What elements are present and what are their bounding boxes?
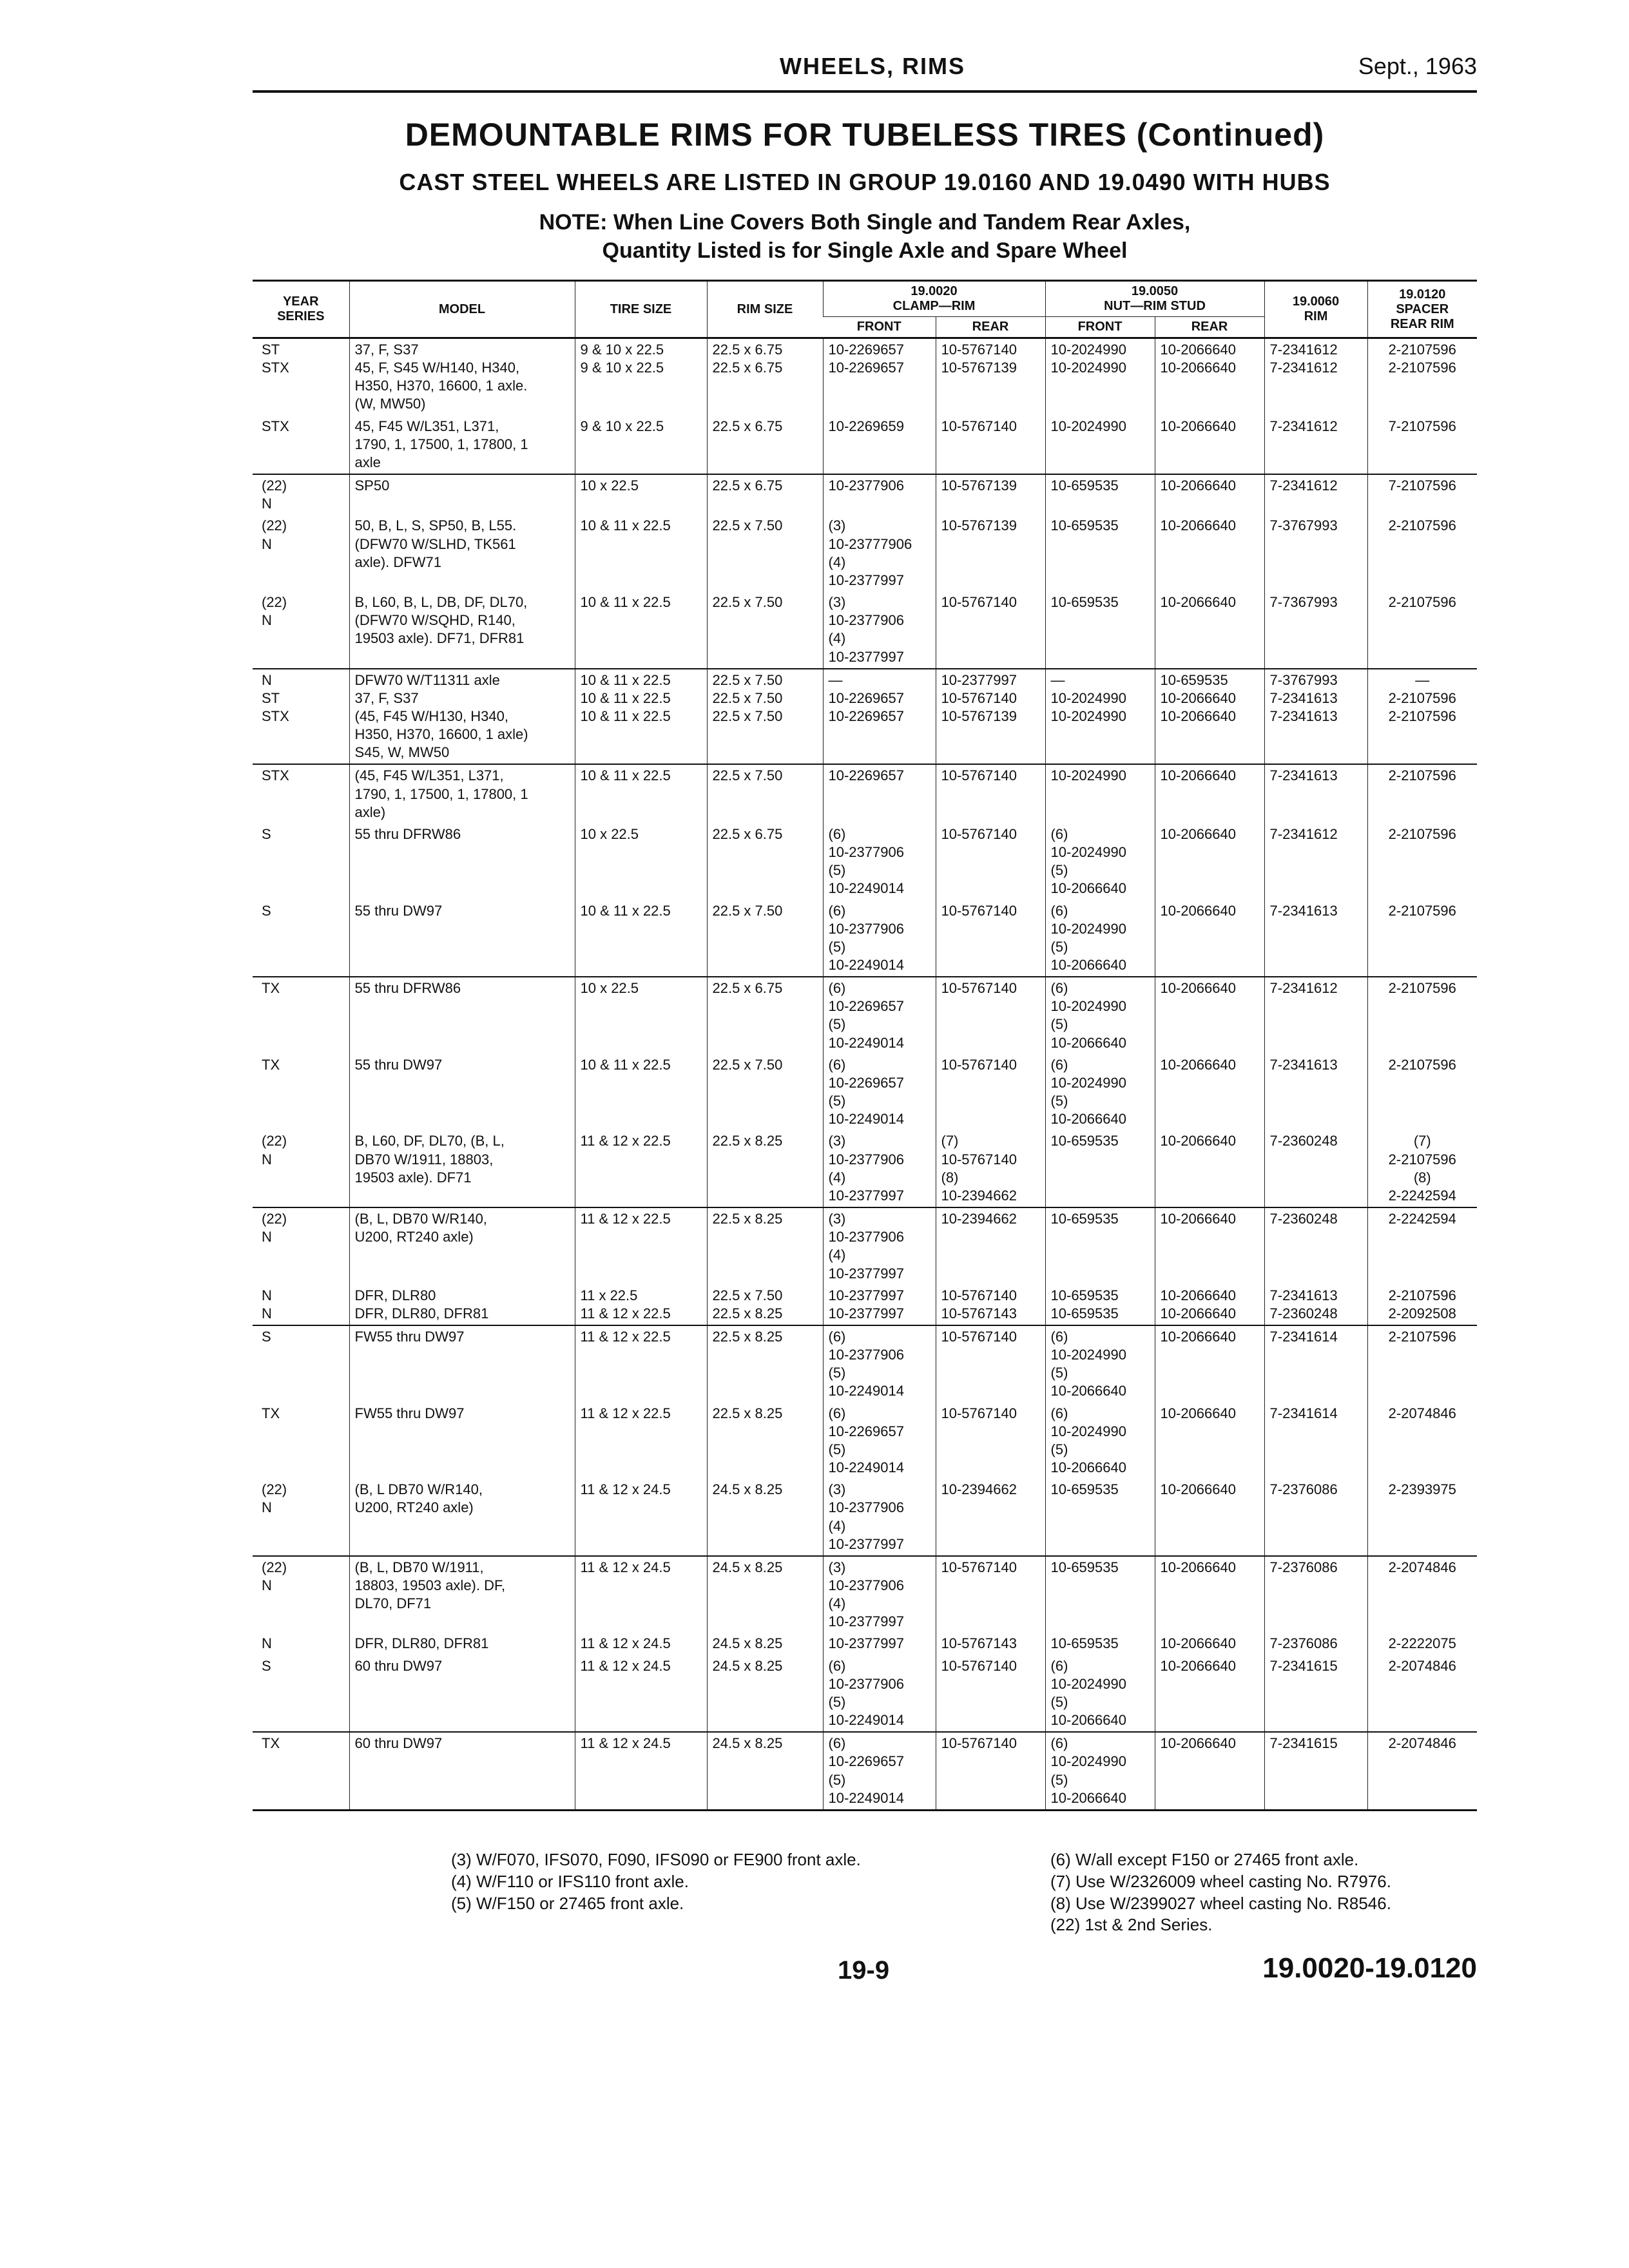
- cell-rim-size: 22.5 x 6.75: [707, 977, 823, 1054]
- cell-rim-size: 22.5 x 7.50 22.5 x 8.25: [707, 1285, 823, 1325]
- cell-year-series: STX: [253, 416, 349, 474]
- cell-nut-rear: 10-2066640 10-2066640: [1155, 338, 1264, 416]
- cell-tire-size: 9 & 10 x 22.5: [575, 416, 707, 474]
- cell-spacer: 2-2393975: [1367, 1479, 1477, 1556]
- cell-year-series: S: [262, 825, 271, 842]
- cell-spacer: 2-2107596 2-2092508: [1367, 1285, 1477, 1325]
- cell-spacer: 7-2107596: [1367, 416, 1477, 474]
- cell-tire-size: 11 & 12 x 22.5: [575, 1325, 707, 1403]
- table-row: [253, 591, 1477, 669]
- cell-nut-front: (6) 10-2024990 (5) 10-2066640: [1045, 1054, 1155, 1131]
- cell-spacer: 2-2107596: [1367, 764, 1477, 823]
- rims-table: [253, 280, 1477, 1811]
- footnote-7: (7) Use W/2326009 wheel casting No. R7976.: [1050, 1871, 1391, 1891]
- cell-model: 60 thru DW97: [349, 1655, 575, 1733]
- cell-clamp-rear: 10-2377997 10-5767140 10-5767139: [936, 669, 1045, 765]
- cell-nut-rear: 10-2066640: [1155, 764, 1264, 823]
- cell-year-series: (22) N: [262, 517, 287, 552]
- footnote-6: (6) W/all except F150 or 27465 front axle.: [1050, 1850, 1359, 1869]
- cell-spacer: 7-2107596: [1367, 474, 1477, 515]
- col-header-year: YEAR SERIES: [253, 281, 349, 338]
- cell-nut-rear: 10-2066640: [1155, 900, 1264, 977]
- header-rule: [253, 90, 1477, 93]
- cell-nut-rear: 10-2066640 10-2066640: [1155, 1285, 1264, 1325]
- cell-spacer: 2-2222075: [1367, 1633, 1477, 1655]
- cell-rim-size: 22.5 x 8.25: [707, 1403, 823, 1479]
- group-code: 19.0020-19.0120: [1262, 1952, 1477, 1984]
- cell-rim-size: 22.5 x 7.50 22.5 x 7.50 22.5 x 7.50: [707, 669, 823, 765]
- cell-spacer: 2-2107596: [1367, 900, 1477, 977]
- cell-rim-part: 7-2341612: [1264, 416, 1367, 474]
- cell-clamp-rear: 10-5767140: [936, 900, 1045, 977]
- cell-nut-rear: 10-2066640: [1155, 823, 1264, 900]
- cell-rim-part: 7-2376086: [1264, 1633, 1367, 1655]
- table-row: [253, 515, 1477, 591]
- col-header-spacer: 19.0120 SPACER REAR RIM: [1367, 281, 1477, 338]
- cell-spacer: (7) 2-2107596 (8) 2-2242594: [1367, 1130, 1477, 1207]
- cell-nut-front: — 10-2024990 10-2024990: [1045, 669, 1155, 765]
- cell-year-series: N: [262, 1635, 272, 1652]
- cell-clamp-rear: 10-5767143: [936, 1633, 1045, 1655]
- cell-clamp-front: (3) 10-2377906 (4) 10-2377997: [823, 1130, 936, 1207]
- cell-tire-size: 10 x 22.5: [575, 474, 707, 515]
- cell-nut-rear: 10-2066640: [1155, 1479, 1264, 1556]
- cell-spacer: 2-2107596: [1367, 1325, 1477, 1403]
- cell-rim-part: 7-3767993 7-2341613 7-2341613: [1264, 669, 1367, 765]
- cell-spacer: 2-2074846: [1367, 1403, 1477, 1479]
- cell-spacer: 2-2107596: [1367, 591, 1477, 669]
- col-header-tire-size: TIRE SIZE: [575, 281, 707, 338]
- cell-model: 55 thru DW97: [349, 900, 575, 977]
- cell-rim-part: 7-2341612: [1264, 474, 1367, 515]
- table-row: [253, 1403, 1477, 1479]
- cell-nut-front: 10-659535: [1045, 515, 1155, 591]
- cell-rim-part: 7-7367993: [1264, 591, 1367, 669]
- cell-tire-size: 11 & 12 x 24.5: [575, 1556, 707, 1633]
- cell-rim-size: 22.5 x 7.50: [707, 1054, 823, 1131]
- table-row: [253, 1633, 1477, 1655]
- cell-spacer: 2-2242594: [1367, 1207, 1477, 1285]
- cell-nut-rear: 10-2066640: [1155, 1130, 1264, 1207]
- col-header-clamp-front: FRONT: [823, 317, 936, 338]
- cell-nut-rear: 10-2066640: [1155, 1054, 1264, 1131]
- cell-nut-rear: 10-2066640: [1155, 1732, 1264, 1810]
- cell-spacer: 2-2074846: [1367, 1655, 1477, 1733]
- cell-year-series: TX: [262, 980, 280, 997]
- cell-nut-rear: 10-2066640: [1155, 1403, 1264, 1479]
- cell-nut-rear: 10-2066640: [1155, 474, 1264, 515]
- cell-clamp-front: (6) 10-2269657 (5) 10-2249014: [823, 977, 936, 1054]
- cell-tire-size: 11 & 12 x 24.5: [575, 1732, 707, 1810]
- cell-rim-size: 22.5 x 8.25: [707, 1207, 823, 1285]
- cell-year-series: (22) N: [262, 477, 287, 512]
- cell-rim-size: 24.5 x 8.25: [707, 1633, 823, 1655]
- cell-rim-size: 22.5 x 8.25: [707, 1325, 823, 1403]
- footnote-5: (5) W/F150 or 27465 front axle.: [451, 1893, 684, 1913]
- cell-clamp-rear: 10-5767140: [936, 591, 1045, 669]
- cell-tire-size: 11 & 12 x 24.5: [575, 1633, 707, 1655]
- cell-clamp-rear: 10-5767140: [936, 1556, 1045, 1633]
- cell-spacer: 2-2074846: [1367, 1556, 1477, 1633]
- cell-nut-rear: 10-2066640: [1155, 1556, 1264, 1633]
- cell-rim-part: 7-2376086: [1264, 1556, 1367, 1633]
- cell-rim-part: 7-2341613: [1264, 1054, 1367, 1131]
- cell-nut-front: (6) 10-2024990 (5) 10-2066640: [1045, 1732, 1155, 1810]
- cell-clamp-front: (3) 10-23777906 (4) 10-2377997: [823, 515, 936, 591]
- col-header-nut-rear: REAR: [1155, 317, 1264, 338]
- cell-rim-size: 24.5 x 8.25: [707, 1655, 823, 1733]
- cell-rim-part: 7-2376086: [1264, 1479, 1367, 1556]
- cell-clamp-rear: 10-5767140 10-5767139: [936, 338, 1045, 416]
- cell-model: B, L60, B, L, DB, DF, DL70, (DFW70 W/SQHD, R140, 19503 axle). DF71, DFR81: [349, 591, 575, 669]
- cell-tire-size: 11 & 12 x 24.5: [575, 1655, 707, 1733]
- table-row: [253, 764, 1477, 823]
- cell-model: 37, F, S37 45, F, S45 W/H140, H340, H350, H370, 16600, 1 axle. (W, MW50): [349, 338, 575, 416]
- table-row: [253, 977, 1477, 1054]
- cell-spacer: 2-2107596: [1367, 1054, 1477, 1131]
- cell-model: DFR, DLR80 DFR, DLR80, DFR81: [349, 1285, 575, 1325]
- cell-rim-part: 7-2360248: [1264, 1130, 1367, 1207]
- cell-model: FW55 thru DW97: [349, 1325, 575, 1403]
- cell-clamp-rear: 10-5767139: [936, 474, 1045, 515]
- cell-tire-size: 11 x 22.5 11 & 12 x 22.5: [575, 1285, 707, 1325]
- cell-nut-rear: 10-2066640: [1155, 977, 1264, 1054]
- cell-clamp-front: (6) 10-2269657 (5) 10-2249014: [823, 1403, 936, 1479]
- cell-model: SP50: [349, 474, 575, 515]
- cell-year-series: S: [253, 1655, 349, 1733]
- cell-clamp-rear: 10-5767139: [936, 515, 1045, 591]
- cell-year-series: (22) N: [253, 1130, 349, 1207]
- cell-nut-rear: 10-2066640: [1155, 1655, 1264, 1733]
- cell-rim-part: 7-2341613: [1264, 764, 1367, 823]
- cell-clamp-front: (3) 10-2377906 (4) 10-2377997: [823, 1207, 936, 1285]
- cell-tire-size: 10 & 11 x 22.5: [575, 515, 707, 591]
- cell-nut-front: (6) 10-2024990 (5) 10-2066640: [1045, 1655, 1155, 1733]
- cell-model: (B, L, DB70 W/1911, 18803, 19503 axle). DF, DL70, DF71: [349, 1556, 575, 1633]
- cell-nut-front: 10-659535: [1045, 1479, 1155, 1556]
- cell-clamp-rear: 10-5767140 10-5767143: [936, 1285, 1045, 1325]
- cell-nut-front: 10-659535: [1045, 1556, 1155, 1633]
- cell-clamp-front: 10-2377997: [823, 1633, 936, 1655]
- cell-spacer: 2-2107596: [1367, 977, 1477, 1054]
- cell-tire-size: 11 & 12 x 24.5: [575, 1479, 707, 1556]
- cell-year-series: TX: [262, 1405, 280, 1421]
- table-row: [253, 1479, 1477, 1556]
- cell-clamp-front: 10-2269659: [823, 416, 936, 474]
- table-body: [253, 338, 1477, 1811]
- table-row: [253, 338, 1477, 416]
- cell-clamp-rear: 10-5767140: [936, 764, 1045, 823]
- cell-rim-size: 24.5 x 8.25: [707, 1556, 823, 1633]
- cell-spacer: — 2-2107596 2-2107596: [1367, 669, 1477, 765]
- page-number: 19-9: [838, 1956, 890, 1984]
- cell-rim-size: 22.5 x 7.50: [707, 591, 823, 669]
- cell-rim-part: 7-2341613 7-2360248: [1264, 1285, 1367, 1325]
- cell-tire-size: 10 x 22.5: [575, 977, 707, 1054]
- cell-clamp-front: — 10-2269657 10-2269657: [823, 669, 936, 765]
- cell-year-series: N ST STX: [253, 669, 349, 765]
- col-header-nut-front: FRONT: [1045, 317, 1155, 338]
- col-header-rim: 19.0060 RIM: [1264, 281, 1367, 338]
- cell-tire-size: 10 x 22.5: [575, 823, 707, 900]
- cell-nut-front: 10-2024990: [1045, 416, 1155, 474]
- cell-nut-rear: 10-2066640: [1155, 1325, 1264, 1403]
- cell-year-series: (22) N: [253, 591, 349, 669]
- cell-clamp-front: 10-2377997 10-2377997: [823, 1285, 936, 1325]
- cell-model: FW55 thru DW97: [349, 1403, 575, 1479]
- cell-model: 55 thru DFRW86: [349, 977, 575, 1054]
- cell-clamp-front: (6) 10-2269657 (5) 10-2249014: [823, 1054, 936, 1131]
- cell-rim-size: 22.5 x 7.50: [707, 900, 823, 977]
- cell-rim-part: 7-2341615: [1264, 1655, 1367, 1733]
- cell-model: DFR, DLR80, DFR81: [349, 1633, 575, 1655]
- cell-tire-size: 10 & 11 x 22.5: [575, 900, 707, 977]
- cell-nut-front: (6) 10-2024990 (5) 10-2066640: [1045, 1403, 1155, 1479]
- footnote-3: (3) W/F070, IFS070, F090, IFS090 or FE900 front axle.: [451, 1850, 861, 1869]
- cell-rim-size: 22.5 x 7.50: [707, 764, 823, 823]
- cell-nut-front: 10-659535: [1045, 1207, 1155, 1285]
- page-subtitle: CAST STEEL WHEELS ARE LISTED IN GROUP 19.0160 AND 19.0490 WITH HUBS: [399, 169, 1331, 195]
- cell-rim-part: 7-2341614: [1264, 1403, 1367, 1479]
- cell-clamp-front: 10-2377906: [823, 474, 936, 515]
- cell-model: 60 thru DW97: [349, 1732, 575, 1810]
- cell-nut-rear: 10-2066640: [1155, 515, 1264, 591]
- cell-nut-rear: 10-2066640: [1155, 591, 1264, 669]
- table-row: [253, 1207, 1477, 1285]
- cell-model: 55 thru DW97: [349, 1054, 575, 1131]
- cell-clamp-front: (6) 10-2269657 (5) 10-2249014: [823, 1732, 936, 1810]
- cell-nut-front: 10-659535: [1045, 1130, 1155, 1207]
- footnotes-left: [451, 1849, 861, 1914]
- cell-nut-front: (6) 10-2024990 (5) 10-2066640: [1045, 900, 1155, 977]
- cell-clamp-front: (6) 10-2377906 (5) 10-2249014: [823, 1655, 936, 1733]
- cell-rim-size: 24.5 x 8.25: [707, 1479, 823, 1556]
- table-row: [253, 669, 1477, 765]
- cell-year-series: TX: [253, 1732, 349, 1810]
- cell-year-series: TX: [262, 1056, 280, 1073]
- note-line-2: Quantity Listed is for Single Axle and Spare Wheel: [602, 238, 1128, 263]
- footnote-4: (4) W/F110 or IFS110 front axle.: [451, 1871, 689, 1891]
- cell-spacer: 2-2107596 2-2107596: [1367, 338, 1477, 416]
- footnote-22: (22) 1st & 2nd Series.: [1050, 1915, 1213, 1935]
- cell-rim-size: 24.5 x 8.25: [707, 1732, 823, 1810]
- cell-clamp-rear: 10-2394662: [936, 1479, 1045, 1556]
- cell-model: (B, L, DB70 W/R140, U200, RT240 axle): [349, 1207, 575, 1285]
- cell-clamp-rear: 10-5767140: [936, 1655, 1045, 1733]
- cell-clamp-rear: 10-5767140: [936, 416, 1045, 474]
- cell-spacer: 2-2107596: [1367, 823, 1477, 900]
- cell-tire-size: 11 & 12 x 22.5: [575, 1207, 707, 1285]
- cell-clamp-front: (6) 10-2377906 (5) 10-2249014: [823, 823, 936, 900]
- cell-year-series: S: [253, 900, 349, 977]
- cell-rim-part: 7-2341615: [1264, 1732, 1367, 1810]
- cell-nut-front: 10-659535: [1045, 474, 1155, 515]
- cell-model: (45, F45 W/L351, L371, 1790, 1, 17500, 1, 17800, 1 axle): [349, 764, 575, 823]
- cell-tire-size: 10 & 11 x 22.5: [575, 764, 707, 823]
- cell-rim-part: 7-2341613: [1264, 900, 1367, 977]
- cell-nut-front: 10-659535 10-659535: [1045, 1285, 1155, 1325]
- cell-tire-size: 10 & 11 x 22.5: [575, 591, 707, 669]
- cell-nut-front: 10-659535: [1045, 591, 1155, 669]
- table-row: [253, 416, 1477, 474]
- page-date: Sept., 1963: [1358, 53, 1477, 79]
- cell-year-series: S: [262, 1328, 271, 1345]
- col-header-rim-size: RIM SIZE: [707, 281, 823, 338]
- cell-clamp-rear: 10-5767140: [936, 1732, 1045, 1810]
- cell-model: B, L60, DF, DL70, (B, L, DB70 W/1911, 18803, 19503 axle). DF71: [349, 1130, 575, 1207]
- cell-rim-size: 22.5 x 8.25: [707, 1130, 823, 1207]
- table-row: [253, 1054, 1477, 1131]
- note-line-1: NOTE: When Line Covers Both Single and Tandem Rear Axles,: [539, 210, 1191, 235]
- table-row: [253, 1556, 1477, 1633]
- cell-nut-front: (6) 10-2024990 (5) 10-2066640: [1045, 977, 1155, 1054]
- cell-clamp-rear: 10-5767140: [936, 1054, 1045, 1131]
- cell-rim-part: 7-2341612 7-2341612: [1264, 338, 1367, 416]
- cell-tire-size: 9 & 10 x 22.5 9 & 10 x 22.5: [575, 338, 707, 416]
- cell-clamp-front: (3) 10-2377906 (4) 10-2377997: [823, 1556, 936, 1633]
- table-row: [253, 1130, 1477, 1207]
- cell-spacer: 2-2107596: [1367, 515, 1477, 591]
- cell-nut-rear: 10-2066640: [1155, 416, 1264, 474]
- col-header-clamp-rim: 19.0020 CLAMP—RIM: [823, 281, 1045, 317]
- cell-clamp-front: 10-2269657 10-2269657: [823, 338, 936, 416]
- cell-clamp-rear: 10-5767140: [936, 1403, 1045, 1479]
- cell-clamp-front: 10-2269657: [823, 764, 936, 823]
- cell-nut-front: 10-2024990: [1045, 764, 1155, 823]
- cell-year-series: (22) N: [253, 1479, 349, 1556]
- col-header-clamp-rear: REAR: [936, 317, 1045, 338]
- cell-rim-size: 22.5 x 6.75: [707, 474, 823, 515]
- cell-tire-size: 10 & 11 x 22.5 10 & 11 x 22.5 10 & 11 x 22.5: [575, 669, 707, 765]
- cell-model: 50, B, L, S, SP50, B, L55. (DFW70 W/SLHD, TK561 axle). DFW71: [349, 515, 575, 591]
- cell-rim-part: 7-2341612: [1264, 823, 1367, 900]
- footnotes-right: [1050, 1849, 1391, 1936]
- cell-tire-size: 11 & 12 x 22.5: [575, 1130, 707, 1207]
- table-row: [253, 823, 1477, 900]
- cell-rim-size: 22.5 x 6.75: [707, 823, 823, 900]
- footnote-8: (8) Use W/2399027 wheel casting No. R8546.: [1050, 1893, 1391, 1913]
- cell-clamp-rear: 10-2394662: [936, 1207, 1045, 1285]
- cell-model: 55 thru DFRW86: [349, 823, 575, 900]
- cell-rim-size: 22.5 x 6.75 22.5 x 6.75: [707, 338, 823, 416]
- col-header-model: MODEL: [349, 281, 575, 338]
- cell-year-series: (22) N: [262, 1211, 287, 1245]
- table-row: [253, 1732, 1477, 1810]
- cell-rim-part: 7-2341614: [1264, 1325, 1367, 1403]
- col-header-nut-rim-stud: 19.0050 NUT—RIM STUD: [1045, 281, 1264, 317]
- cell-spacer: 2-2074846: [1367, 1732, 1477, 1810]
- cell-year-series: ST STX: [262, 341, 289, 376]
- cell-clamp-front: (6) 10-2377906 (5) 10-2249014: [823, 900, 936, 977]
- cell-tire-size: 10 & 11 x 22.5: [575, 1054, 707, 1131]
- cell-nut-rear: 10-659535 10-2066640 10-2066640: [1155, 669, 1264, 765]
- cell-nut-rear: 10-2066640: [1155, 1633, 1264, 1655]
- page-title: DEMOUNTABLE RIMS FOR TUBELESS TIRES (Continued): [405, 117, 1325, 153]
- cell-rim-size: 22.5 x 6.75: [707, 416, 823, 474]
- cell-clamp-front: (3) 10-2377906 (4) 10-2377997: [823, 1479, 936, 1556]
- table-row: [253, 900, 1477, 977]
- cell-clamp-rear: 10-5767140: [936, 977, 1045, 1054]
- cell-rim-size: 22.5 x 7.50: [707, 515, 823, 591]
- cell-model: DFW70 W/T11311 axle 37, F, S37 (45, F45 W/H130, H340, H350, H370, 16600, 1 axle) S45, W, MW50: [349, 669, 575, 765]
- cell-rim-part: 7-2341612: [1264, 977, 1367, 1054]
- cell-clamp-rear: (7) 10-5767140 (8) 10-2394662: [936, 1130, 1045, 1207]
- cell-nut-rear: 10-2066640: [1155, 1207, 1264, 1285]
- table-row: [253, 1655, 1477, 1733]
- cell-nut-front: (6) 10-2024990 (5) 10-2066640: [1045, 1325, 1155, 1403]
- cell-clamp-rear: 10-5767140: [936, 823, 1045, 900]
- table-row: [253, 474, 1477, 515]
- table-row: [253, 1325, 1477, 1403]
- cell-tire-size: 11 & 12 x 22.5: [575, 1403, 707, 1479]
- cell-clamp-front: (3) 10-2377906 (4) 10-2377997: [823, 591, 936, 669]
- cell-rim-part: 7-2360248: [1264, 1207, 1367, 1285]
- cell-model: 45, F45 W/L351, L371, 1790, 1, 17500, 1, 17800, 1 axle: [349, 416, 575, 474]
- cell-nut-front: 10-659535: [1045, 1633, 1155, 1655]
- cell-year-series: N N: [253, 1285, 349, 1325]
- cell-nut-front: 10-2024990 10-2024990: [1045, 338, 1155, 416]
- cell-rim-part: 7-3767993: [1264, 515, 1367, 591]
- cell-model: (B, L DB70 W/R140, U200, RT240 axle): [349, 1479, 575, 1556]
- cell-nut-front: (6) 10-2024990 (5) 10-2066640: [1045, 823, 1155, 900]
- section-title: WHEELS, RIMS: [780, 53, 966, 79]
- cell-clamp-rear: 10-5767140: [936, 1325, 1045, 1403]
- cell-year-series: (22) N: [262, 1559, 287, 1593]
- table-row: [253, 1285, 1477, 1325]
- cell-year-series: STX: [262, 767, 289, 784]
- cell-clamp-front: (6) 10-2377906 (5) 10-2249014: [823, 1325, 936, 1403]
